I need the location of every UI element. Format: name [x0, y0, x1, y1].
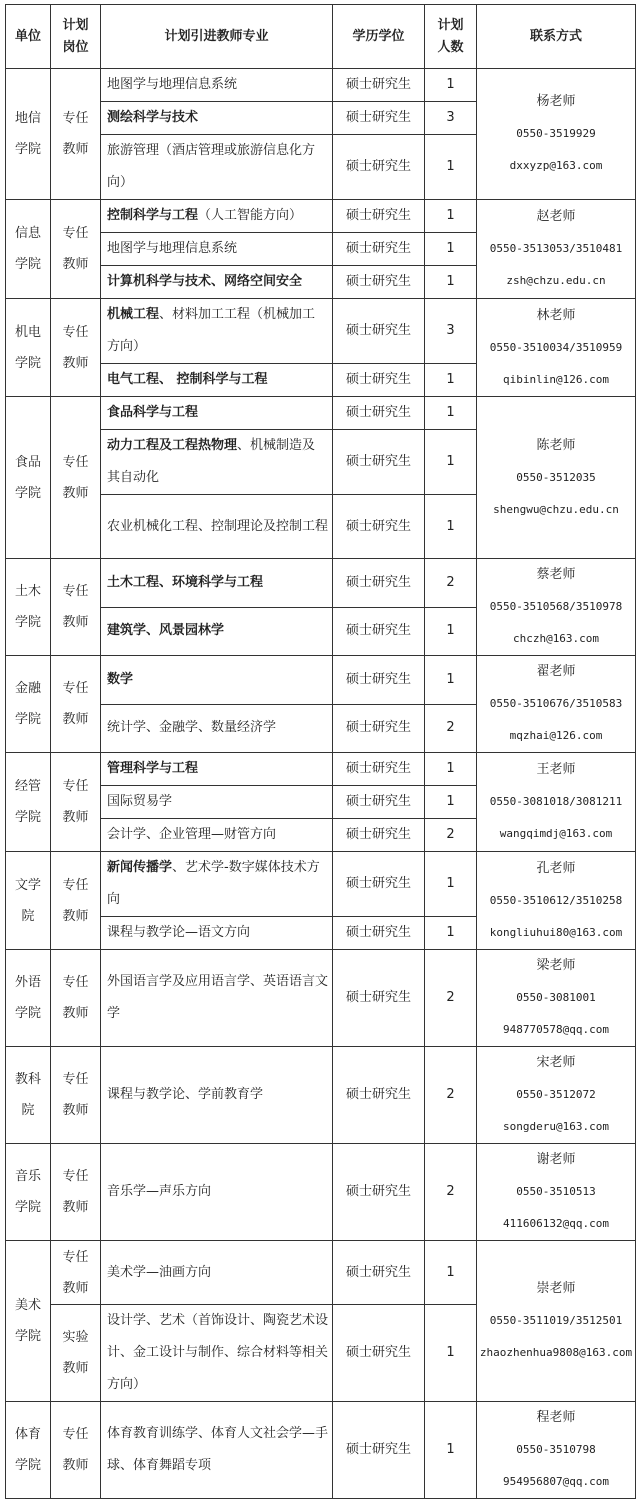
- table-row: [6, 1047, 636, 1144]
- major-text: 建筑学、风景园林学: [107, 623, 225, 639]
- contact-cell: [477, 200, 636, 299]
- major-text: 课程与教学论—语文方向: [107, 925, 251, 940]
- degree-cell: 硕士研究生: [333, 69, 425, 102]
- major-text-rest: 、艺术学-数字媒体技术方向: [107, 860, 320, 907]
- degree-cell: 硕士研究生: [333, 200, 425, 233]
- unit-cell: 机电学院: [6, 299, 51, 397]
- count-cell: 1: [425, 397, 477, 430]
- major-text: 地图学与地理信息系统: [107, 241, 238, 256]
- contact-email[interactable]: dxxyzp@163.com: [509, 159, 603, 172]
- major-cell: [101, 135, 333, 200]
- header-unit: 单位: [6, 5, 51, 69]
- major-text: 旅游管理（酒店管理或旅游信息化方向）: [107, 143, 316, 190]
- contact-cell: [477, 753, 636, 852]
- contact-name: 谢老师: [536, 1152, 576, 1167]
- unit-cell: 金融学院: [6, 656, 51, 753]
- count-cell: 2: [425, 704, 477, 753]
- major-cell: [101, 397, 333, 430]
- contact-phone: 0550-3081018/3081211: [489, 795, 623, 808]
- major-text-bold: 新闻传播学: [107, 860, 173, 875]
- degree-cell: 硕士研究生: [333, 786, 425, 819]
- degree-cell: 硕士研究生: [333, 607, 425, 656]
- contact-phone: 0550-3510034/3510959: [489, 340, 623, 354]
- post-cell: 专任教师: [51, 656, 101, 753]
- count-cell: 1: [425, 1402, 477, 1499]
- table-row: [6, 559, 636, 608]
- unit-cell: 外语学院: [6, 950, 51, 1047]
- degree-cell: 硕士研究生: [333, 559, 425, 608]
- major-text: 测绘科学与技术: [107, 110, 199, 125]
- major-text-rest: 、机械制造及其自动化: [107, 438, 316, 485]
- contact-cell: [477, 1241, 636, 1402]
- count-cell: 2: [425, 950, 477, 1047]
- count-cell: 1: [425, 1305, 477, 1402]
- major-cell: [101, 69, 333, 102]
- major-cell: [101, 495, 333, 559]
- count-cell: 1: [425, 364, 477, 397]
- post-cell: 专任教师: [51, 299, 101, 397]
- count-cell: 1: [425, 430, 477, 495]
- contact-cell: [477, 656, 636, 753]
- major-text: 食品科学与工程: [107, 405, 199, 420]
- count-cell: 1: [425, 135, 477, 200]
- major-text: 农业机械化工程、控制理论及控制工程: [107, 518, 329, 534]
- major-text: 电气工程、 控制科学与工程: [107, 372, 268, 387]
- major-text: 会计学、企业管理—财管方向: [107, 827, 277, 842]
- contact-name: 林老师: [536, 307, 576, 323]
- count-cell: 3: [425, 299, 477, 364]
- contact-name: 孔老师: [536, 860, 576, 876]
- degree-cell: 硕士研究生: [333, 495, 425, 559]
- contact-cell: [477, 852, 636, 950]
- contact-cell: [477, 559, 636, 656]
- table-row: [6, 1241, 636, 1305]
- contact-email[interactable]: zhaozhenhua9808@163.com: [479, 1346, 633, 1359]
- contact-email[interactable]: wangqimdj@163.com: [499, 827, 613, 840]
- recruitment-table-container: [5, 4, 636, 1499]
- major-cell: [101, 607, 333, 656]
- count-cell: 1: [425, 786, 477, 819]
- major-text: 美术学—油画方向: [107, 1264, 212, 1280]
- post-cell: 专任教师: [51, 200, 101, 299]
- major-text: 外国语言学及应用语言学、英语语言文学: [107, 974, 329, 1021]
- count-cell: 1: [425, 852, 477, 917]
- count-cell: 1: [425, 1241, 477, 1305]
- contact-phone: 0550-3512072: [516, 1088, 596, 1101]
- count-cell: 2: [425, 819, 477, 852]
- major-text: 计算机科学与技术、网络空间安全: [107, 274, 303, 289]
- major-cell: [101, 102, 333, 135]
- degree-cell: 硕士研究生: [333, 819, 425, 852]
- table-row: [6, 299, 636, 364]
- major-cell: [101, 364, 333, 397]
- unit-cell: 音乐学院: [6, 1144, 51, 1241]
- major-text: 地图学与地理信息系统: [107, 77, 238, 92]
- major-text-rest: （人工智能方向）: [198, 208, 303, 223]
- major-cell: [101, 950, 333, 1047]
- post-cell: 实验教师: [51, 1305, 101, 1402]
- contact-phone: 0550-3510676/3510583: [489, 697, 623, 710]
- major-cell: [101, 1305, 333, 1402]
- major-text-rest: 、材料加工工程（机械加工方向）: [107, 307, 316, 354]
- count-cell: 1: [425, 233, 477, 266]
- contact-phone: 0550-3081001: [516, 991, 596, 1004]
- unit-cell: 经管学院: [6, 753, 51, 852]
- major-cell: [101, 299, 333, 364]
- contact-email[interactable]: shengwu@chzu.edu.cn: [493, 502, 619, 516]
- post-cell: 专任教师: [51, 69, 101, 200]
- contact-cell: [477, 1144, 636, 1241]
- major-text-bold: 机械工程: [107, 307, 160, 322]
- major-text: 统计学、金融学、数量经济学: [107, 720, 277, 736]
- major-text: 设计学、艺术（首饰设计、陶瓷艺术设计、金工设计与制作、综合材料等相关方向）: [107, 1313, 329, 1392]
- contact-cell: [477, 299, 636, 397]
- contact-email[interactable]: 411606132@qq.com: [503, 1217, 609, 1230]
- table-row: [6, 753, 636, 786]
- table-row: [6, 852, 636, 917]
- contact-cell: [477, 69, 636, 200]
- contact-phone: 0550-3510798: [516, 1443, 596, 1456]
- table-row: [6, 950, 636, 1047]
- major-cell: [101, 559, 333, 608]
- unit-cell: 食品学院: [6, 397, 51, 559]
- major-text: 课程与教学论、学前教育学: [107, 1087, 264, 1102]
- post-cell: 专任教师: [51, 950, 101, 1047]
- post-cell: 专任教师: [51, 753, 101, 852]
- table-row: [6, 200, 636, 233]
- contact-name: 宋老师: [536, 1055, 576, 1070]
- count-cell: 1: [425, 656, 477, 705]
- major-cell: [101, 819, 333, 852]
- major-text-bold: 动力工程及工程热物理: [107, 438, 238, 453]
- degree-cell: 硕士研究生: [333, 102, 425, 135]
- count-cell: 3: [425, 102, 477, 135]
- post-cell: 专任教师: [51, 559, 101, 656]
- unit-cell: 地信学院: [6, 69, 51, 200]
- major-text: 土木工程、环境科学与工程: [107, 574, 264, 590]
- table-row: [6, 69, 636, 102]
- contact-phone: 0550-3510612/3510258: [489, 893, 623, 907]
- recruitment-table: [5, 4, 636, 1499]
- table-row: [6, 1402, 636, 1499]
- contact-name: 程老师: [536, 1410, 576, 1425]
- degree-cell: 硕士研究生: [333, 950, 425, 1047]
- major-text: 管理科学与工程: [107, 761, 199, 776]
- table-row: [6, 656, 636, 705]
- count-cell: 1: [425, 266, 477, 299]
- major-text: 体育教育训练学、体育人文社会学—手球、体育舞蹈专项: [107, 1426, 329, 1473]
- degree-cell: 硕士研究生: [333, 430, 425, 495]
- post-cell: 专任教师: [51, 852, 101, 950]
- major-text: 数学: [107, 671, 134, 687]
- post-cell: 专任教师: [51, 1241, 101, 1305]
- major-cell: [101, 1241, 333, 1305]
- contact-name: 翟老师: [536, 664, 576, 679]
- table-row: [6, 397, 636, 430]
- count-cell: 1: [425, 753, 477, 786]
- degree-cell: 硕士研究生: [333, 1047, 425, 1144]
- degree-cell: 硕士研究生: [333, 1241, 425, 1305]
- count-cell: 1: [425, 69, 477, 102]
- major-cell: [101, 200, 333, 233]
- contact-email[interactable]: mqzhai@126.com: [509, 729, 603, 742]
- degree-cell: 硕士研究生: [333, 917, 425, 950]
- post-cell: 专任教师: [51, 1402, 101, 1499]
- degree-cell: 硕士研究生: [333, 656, 425, 705]
- major-cell: [101, 656, 333, 705]
- contact-name: 王老师: [536, 762, 576, 777]
- contact-email[interactable]: 954956807@qq.com: [503, 1475, 609, 1488]
- major-cell: [101, 1402, 333, 1499]
- contact-email[interactable]: qibinlin@126.com: [503, 372, 609, 386]
- degree-cell: 硕士研究生: [333, 1402, 425, 1499]
- contact-email[interactable]: zsh@chzu.edu.cn: [506, 274, 606, 287]
- major-cell: [101, 1047, 333, 1144]
- degree-cell: 硕士研究生: [333, 1305, 425, 1402]
- contact-name: 陈老师: [536, 437, 576, 453]
- count-cell: 1: [425, 917, 477, 950]
- table-row: [6, 1144, 636, 1241]
- contact-cell: [477, 950, 636, 1047]
- contact-cell: [477, 1402, 636, 1499]
- contact-phone: 0550-3512035: [516, 470, 596, 484]
- major-cell: [101, 1144, 333, 1241]
- contact-name: 崇老师: [536, 1281, 576, 1296]
- header-contact: 联系方式: [477, 5, 636, 69]
- contact-email[interactable]: kongliuhui80@163.com: [489, 925, 623, 939]
- major-cell: [101, 266, 333, 299]
- count-cell: 1: [425, 607, 477, 656]
- contact-cell: [477, 397, 636, 559]
- major-cell: [101, 704, 333, 753]
- header-degree: 学历学位: [333, 5, 425, 69]
- contact-phone: 0550-3519929: [516, 127, 596, 140]
- major-cell: [101, 430, 333, 495]
- post-cell: 专任教师: [51, 1144, 101, 1241]
- major-cell: [101, 233, 333, 266]
- contact-cell: [477, 1047, 636, 1144]
- contact-email[interactable]: 948770578@qq.com: [503, 1023, 609, 1036]
- contact-name: 蔡老师: [536, 567, 576, 582]
- unit-cell: 教科院: [6, 1047, 51, 1144]
- degree-cell: 硕士研究生: [333, 1144, 425, 1241]
- degree-cell: 硕士研究生: [333, 852, 425, 917]
- degree-cell: 硕士研究生: [333, 397, 425, 430]
- major-text: 国际贸易学: [107, 794, 173, 809]
- contact-name: 杨老师: [536, 94, 576, 109]
- major-cell: [101, 917, 333, 950]
- major-text: 音乐学—声乐方向: [107, 1184, 212, 1199]
- major-text-bold: 控制科学与工程: [107, 208, 199, 223]
- major-cell: [101, 753, 333, 786]
- post-cell: 专任教师: [51, 397, 101, 559]
- header-post: 计划岗位: [51, 5, 101, 69]
- contact-phone: 0550-3510568/3510978: [489, 600, 623, 613]
- degree-cell: 硕士研究生: [333, 704, 425, 753]
- contact-name: 赵老师: [536, 209, 576, 224]
- count-cell: 2: [425, 1144, 477, 1241]
- count-cell: 1: [425, 200, 477, 233]
- contact-phone: 0550-3511019/3512501: [489, 1314, 623, 1327]
- contact-name: 梁老师: [536, 958, 576, 973]
- unit-cell: 文学院: [6, 852, 51, 950]
- unit-cell: 体育学院: [6, 1402, 51, 1499]
- contact-email[interactable]: chczh@163.com: [512, 632, 600, 645]
- degree-cell: 硕士研究生: [333, 135, 425, 200]
- post-cell: 专任教师: [51, 1047, 101, 1144]
- contact-phone: 0550-3510513: [516, 1185, 596, 1198]
- major-cell: [101, 786, 333, 819]
- degree-cell: 硕士研究生: [333, 364, 425, 397]
- unit-cell: 信息学院: [6, 200, 51, 299]
- degree-cell: 硕士研究生: [333, 266, 425, 299]
- unit-cell: 美术学院: [6, 1241, 51, 1402]
- unit-cell: 土木学院: [6, 559, 51, 656]
- major-cell: [101, 852, 333, 917]
- table-header-row: [6, 5, 636, 69]
- header-major: 计划引进教师专业: [101, 5, 333, 69]
- count-cell: 2: [425, 559, 477, 608]
- contact-phone: 0550-3513053/3510481: [489, 242, 623, 255]
- contact-email[interactable]: songderu@163.com: [503, 1120, 609, 1133]
- degree-cell: 硕士研究生: [333, 233, 425, 266]
- degree-cell: 硕士研究生: [333, 753, 425, 786]
- count-cell: 1: [425, 495, 477, 559]
- degree-cell: 硕士研究生: [333, 299, 425, 364]
- count-cell: 2: [425, 1047, 477, 1144]
- header-count: 计划人数: [425, 5, 477, 69]
